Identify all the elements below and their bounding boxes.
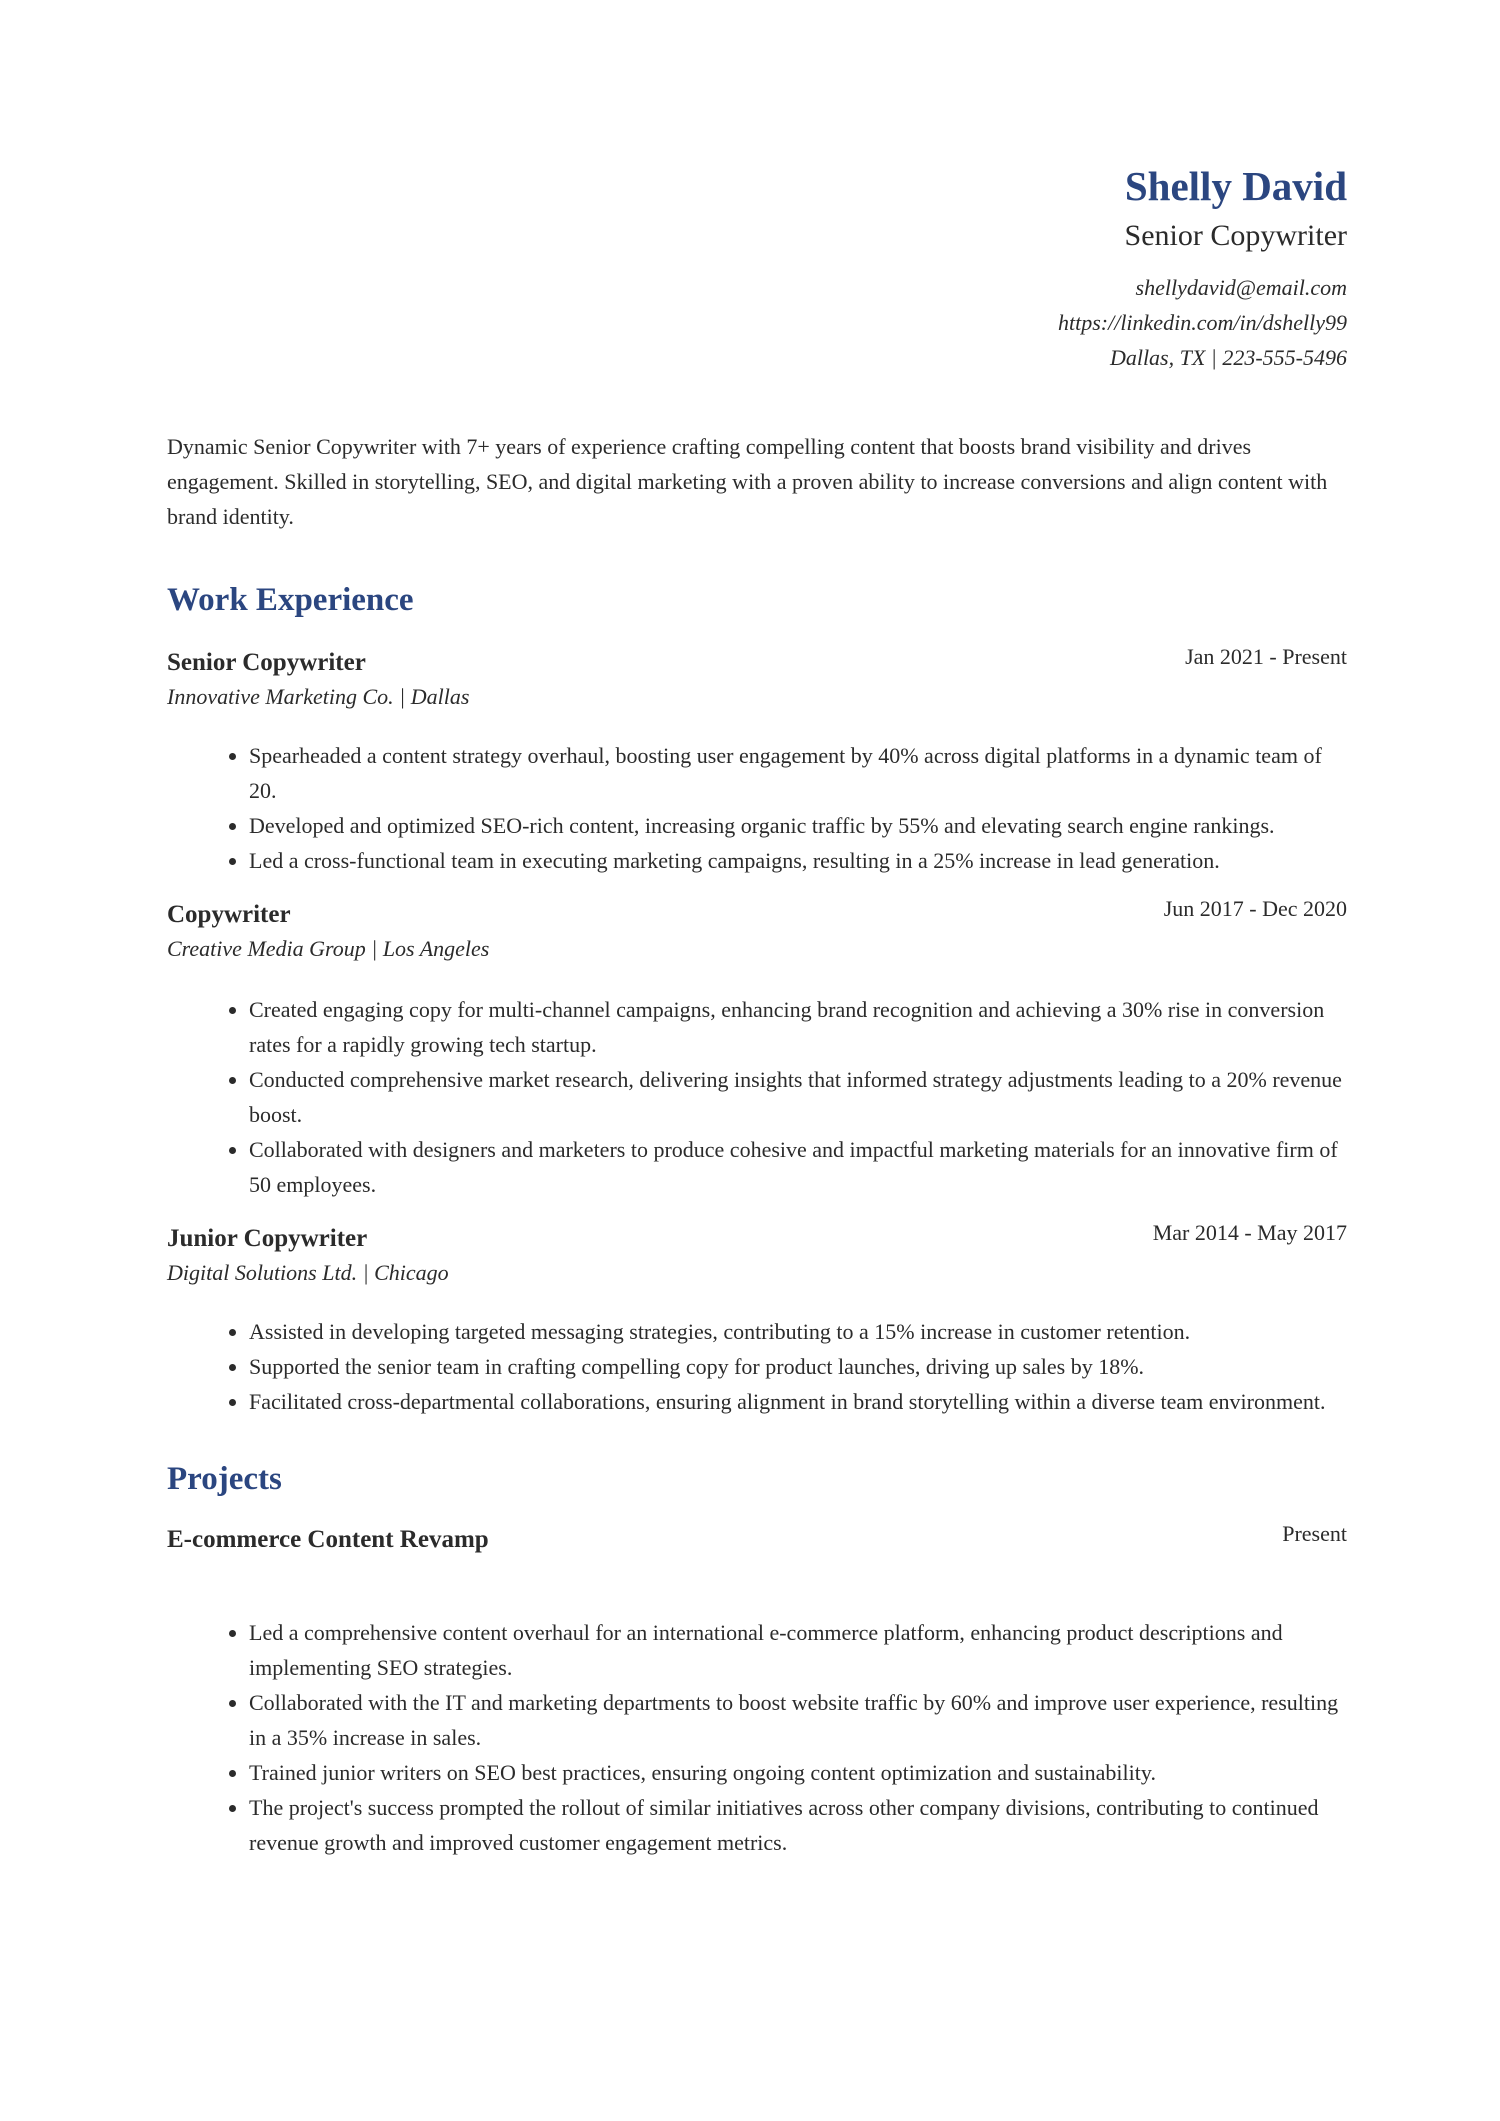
contact-email: shellydavid@email.com (1135, 275, 1347, 300)
candidate-title: Senior Copywriter (1124, 219, 1347, 252)
job-title: Senior Copywriter (167, 649, 366, 676)
contact-location-phone: Dallas, TX | 223-555-5496 (1109, 345, 1347, 370)
bullet-item: • Conducted comprehensive market research, delivering insights that informed strategy adjustments leading to a 20% revenue boost. (249, 1062, 1347, 1132)
job-title: Junior Copywriter (167, 1225, 368, 1252)
project-entry (167, 1523, 1347, 1860)
bullet-item: • Facilitated cross-departmental collaborations, ensuring alignment in brand storytelling within a diverse team environment. (249, 1384, 1347, 1419)
bullet-item: • Supported the senior team in crafting compelling copy for product launches, driving up sales by 18%. (249, 1349, 1347, 1384)
bullet-item: • Trained junior writers on SEO best practices, ensuring ongoing content optimization and sustainability. (249, 1755, 1347, 1790)
resume-page (167, 0, 1347, 1860)
job-entry (167, 898, 1347, 1202)
job-dates: Jan 2021 - Present (1185, 644, 1347, 669)
bullet-item: • Led a comprehensive content overhaul for an international e-commerce platform, enhancing product descriptions and implementing SEO strategies. (249, 1615, 1347, 1685)
bullet-item: • Created engaging copy for multi-channel campaigns, enhancing brand recognition and achieving a 30% rise in conversion rates for a rapidly growing tech startup. (249, 992, 1347, 1062)
bullet-item: • Collaborated with the IT and marketing departments to boost website traffic by 60% and improve user experience, resulting in a 35% increase in sales. (249, 1685, 1347, 1755)
job-entry (167, 1222, 1347, 1419)
project-bullets (167, 1615, 1347, 1860)
contact-block (167, 270, 1347, 375)
section-title-projects: Projects (167, 1461, 282, 1497)
bullet-item: • Spearheaded a content strategy overhaul, boosting user engagement by 40% across digital platforms in a dynamic team of 20. (249, 738, 1347, 808)
project-title: E-commerce Content Revamp (167, 1526, 489, 1553)
bullet-item: • Developed and optimized SEO-rich content, increasing organic traffic by 55% and elevating search engine rankings. (249, 808, 1347, 843)
candidate-name: Shelly David (1124, 163, 1347, 209)
job-dates: Jun 2017 - Dec 2020 (1163, 896, 1347, 921)
resume-header (167, 0, 1347, 375)
bullet-item: • Assisted in developing targeted messaging strategies, contributing to a 15% increase in customer retention. (249, 1314, 1347, 1349)
job-company: Digital Solutions Ltd. | Chicago (167, 1260, 449, 1285)
section-title-work: Work Experience (167, 582, 414, 618)
job-entry (167, 646, 1347, 878)
job-bullets (167, 738, 1347, 878)
job-company: Innovative Marketing Co. | Dallas (167, 684, 470, 709)
job-bullets (167, 992, 1347, 1202)
bullet-item: • Collaborated with designers and marketers to produce cohesive and impactful marketing materials for an innovative firm of 50 employees. (249, 1132, 1347, 1202)
job-bullets (167, 1314, 1347, 1419)
summary-paragraph: Dynamic Senior Copywriter with 7+ years of experience crafting compelling content that boosts brand visibility and drives engagement. Skilled in storytelling, SEO, and digital marketing with a proven ability to increase conversions and align content with brand identity. (167, 434, 1328, 529)
bullet-item: • Led a cross-functional team in executing marketing campaigns, resulting in a 25% increase in lead generation. (249, 843, 1347, 878)
job-dates: Mar 2014 - May 2017 (1152, 1220, 1347, 1245)
job-title: Copywriter (167, 901, 291, 928)
bullet-item: • The project's success prompted the rollout of similar initiatives across other company divisions, contributing to continued revenue growth and improved customer engagement metrics. (249, 1790, 1347, 1860)
contact-linkedin: https://linkedin.com/in/dshelly99 (1057, 310, 1347, 335)
project-dates: Present (1282, 1521, 1347, 1546)
job-company: Creative Media Group | Los Angeles (167, 936, 490, 961)
